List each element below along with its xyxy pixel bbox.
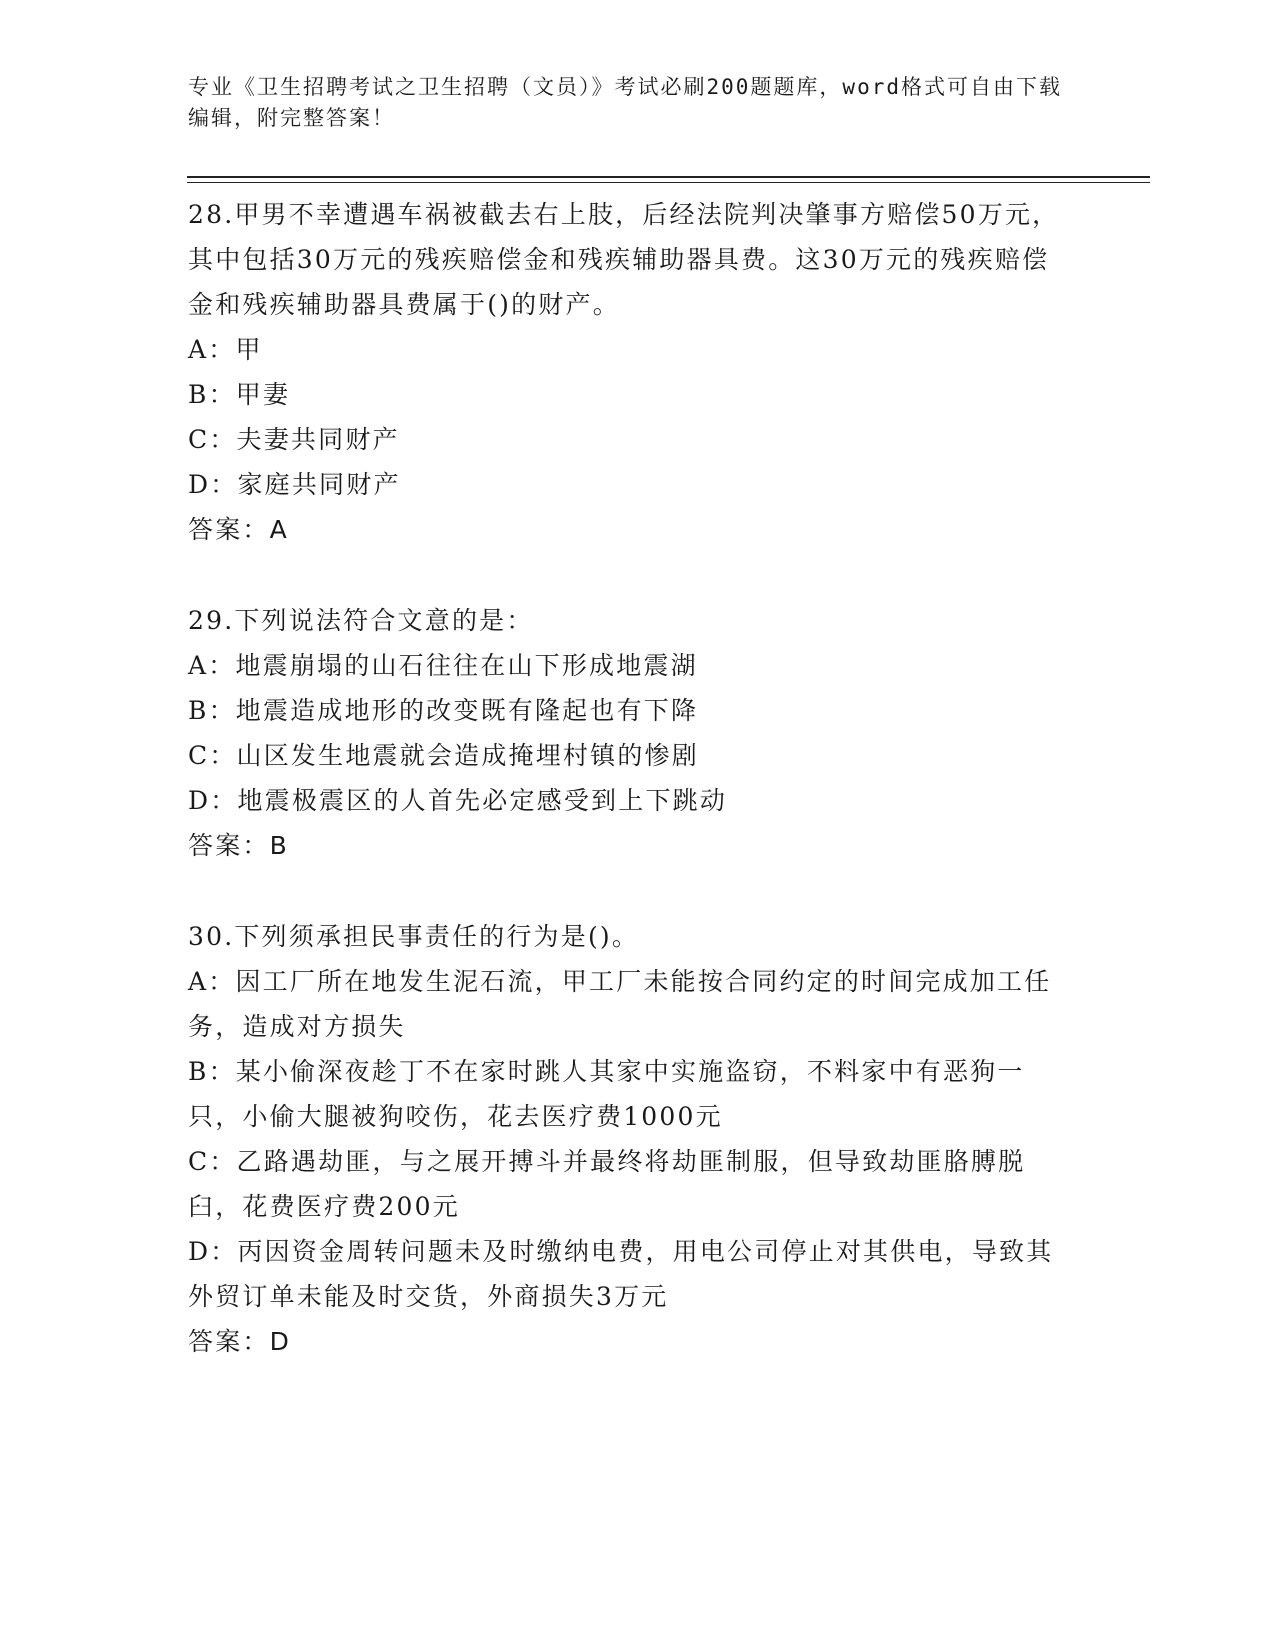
question-list	[188, 192, 1068, 1365]
answer-line: 答案：D	[188, 1327, 292, 1356]
option-b: B：地震造成地形的改变既有隆起也有下降	[188, 696, 699, 725]
option-a: A：因工厂所在地发生泥石流，甲工厂未能按合同约定的时间完成加工任务，造成对方损失	[188, 967, 1052, 1041]
option-d: D：地震极震区的人首先必定感受到上下跳动	[188, 786, 728, 815]
question-29	[188, 598, 1068, 869]
question-stem: 28.甲男不幸遭遇车祸被截去右上肢，后经法院判决肇事方赔偿50万元，其中包括30万元的残疾赔偿金和残疾辅助器具费。这30万元的残疾赔偿金和残疾辅助器具费属于()的财产。	[188, 200, 1060, 319]
question-28	[188, 192, 1068, 553]
document-header: 专业《卫生招聘考试之卫生招聘（文员）》考试必刷200题题库，word格式可自由下载编辑，附完整答案！	[188, 75, 1062, 130]
answer-line: 答案：B	[188, 831, 289, 860]
header-divider-thick	[187, 176, 1150, 178]
option-a: A：甲	[188, 335, 263, 364]
option-c: C：夫妻共同财产	[188, 425, 400, 454]
option-d: D：家庭共同财产	[188, 470, 401, 499]
question-stem: 30.下列须承担民事责任的行为是()。	[188, 922, 640, 951]
question-stem: 29.下列说法符合文意的是：	[188, 606, 534, 635]
option-c: C：乙路遇劫匪，与之展开搏斗并最终将劫匪制服，但导致劫匪胳膊脱臼，花费医疗费200元	[188, 1147, 1026, 1221]
header-divider-thin	[187, 182, 1150, 183]
option-d: D：丙因资金周转问题未及时缴纳电费，用电公司停止对其供电，导致其外贸订单未能及时交货，外商损失3万元	[188, 1237, 1054, 1311]
option-a: A：地震崩塌的山石往往在山下形成地震湖	[188, 651, 698, 680]
option-b: B：甲妻	[188, 380, 291, 409]
option-b: B：某小偷深夜趁丁不在家时跳人其家中实施盗窃，不料家中有恶狗一只，小偷大腿被狗咬伤，花去医疗费1000元	[188, 1057, 1025, 1131]
option-c: C：山区发生地震就会造成掩埋村镇的惨剧	[188, 741, 699, 770]
answer-line: 答案：A	[188, 515, 289, 544]
question-30	[188, 914, 1068, 1365]
